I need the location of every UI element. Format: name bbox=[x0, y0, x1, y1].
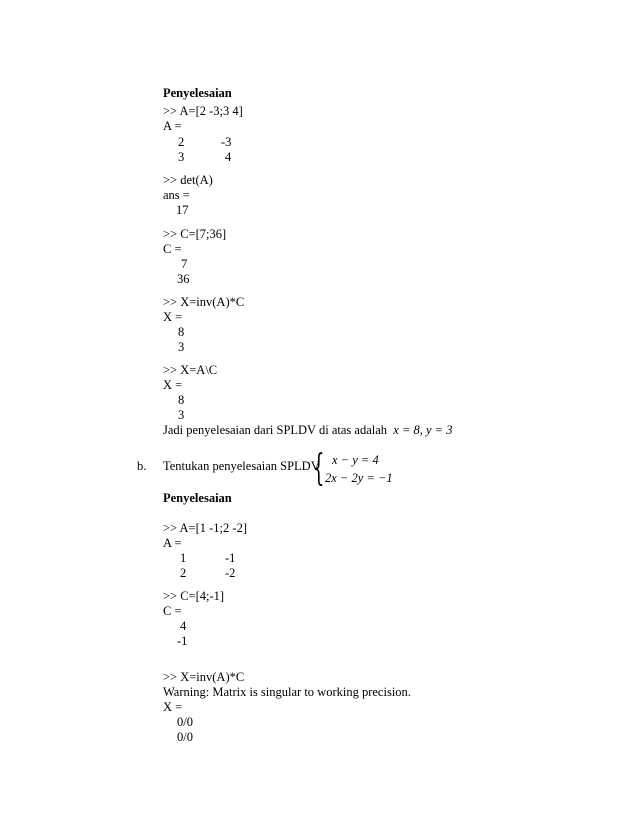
output-x-label-3: X = bbox=[163, 700, 183, 714]
output-a-label: A = bbox=[163, 119, 182, 133]
vector-x2-v2: 3 bbox=[178, 408, 185, 422]
vector-x2-v1: 8 bbox=[178, 393, 185, 407]
command-define-a: >> A=[2 -3;3 4] bbox=[163, 104, 243, 118]
matrix-a-r1c1: 2 bbox=[178, 135, 185, 149]
command-define-c-2: >> C=[4;-1] bbox=[163, 589, 225, 603]
output-x-label-2: X = bbox=[163, 378, 183, 392]
task-statement: Tentukan penyelesaian SPLDV bbox=[163, 459, 320, 473]
command-inv-solve: >> X=inv(A)*C bbox=[163, 295, 245, 309]
vector-x1-v1: 8 bbox=[178, 325, 185, 339]
conclusion-text: Jadi penyelesaian dari SPLDV di atas adalah bbox=[163, 423, 388, 437]
vector-c2-v2: -1 bbox=[177, 634, 188, 648]
vector-x1-v2: 3 bbox=[178, 340, 185, 354]
output-c-label-2: C = bbox=[163, 604, 182, 618]
output-ans-label: ans = bbox=[163, 188, 190, 202]
vector-x3-v1: 0/0 bbox=[177, 715, 193, 729]
conclusion-sentence bbox=[163, 423, 452, 438]
matrix-a2-r2c1: 2 bbox=[180, 566, 187, 580]
singular-warning: Warning: Matrix is singular to working precision. bbox=[163, 685, 411, 699]
output-a-label-2: A = bbox=[163, 536, 182, 550]
vector-c-v2: 36 bbox=[177, 272, 190, 286]
det-value: 17 bbox=[176, 203, 189, 217]
heading-penyelesaian-2: Penyelesaian bbox=[163, 491, 232, 505]
matrix-a2-r1c1: 1 bbox=[180, 551, 187, 565]
command-backslash-solve: >> X=A\C bbox=[163, 363, 218, 377]
vector-c2-v1: 4 bbox=[180, 619, 187, 633]
output-x-label-1: X = bbox=[163, 310, 183, 324]
command-define-a-2: >> A=[1 -1;2 -2] bbox=[163, 521, 247, 535]
matrix-a-r2c1: 3 bbox=[178, 150, 185, 164]
left-brace: { bbox=[313, 448, 325, 489]
output-c-label: C = bbox=[163, 242, 182, 256]
command-define-c: >> C=[7;36] bbox=[163, 227, 227, 241]
equation-1: x − y = 4 bbox=[332, 453, 379, 467]
item-label-b: b. bbox=[137, 459, 147, 473]
command-inv-solve-2: >> X=inv(A)*C bbox=[163, 670, 245, 684]
matrix-a-r1c2: -3 bbox=[221, 135, 232, 149]
matrix-a2-r2c2: -2 bbox=[225, 566, 236, 580]
matrix-a2-r1c2: -1 bbox=[225, 551, 236, 565]
command-det: >> det(A) bbox=[163, 173, 213, 187]
vector-x3-v2: 0/0 bbox=[177, 730, 193, 744]
matrix-a-r2c2: 4 bbox=[225, 150, 232, 164]
equation-2: 2x − 2y = −1 bbox=[325, 471, 393, 485]
vector-c-v1: 7 bbox=[181, 257, 188, 271]
heading-penyelesaian-1: Penyelesaian bbox=[163, 86, 232, 100]
conclusion-solution: x = 8, y = 3 bbox=[393, 423, 453, 437]
